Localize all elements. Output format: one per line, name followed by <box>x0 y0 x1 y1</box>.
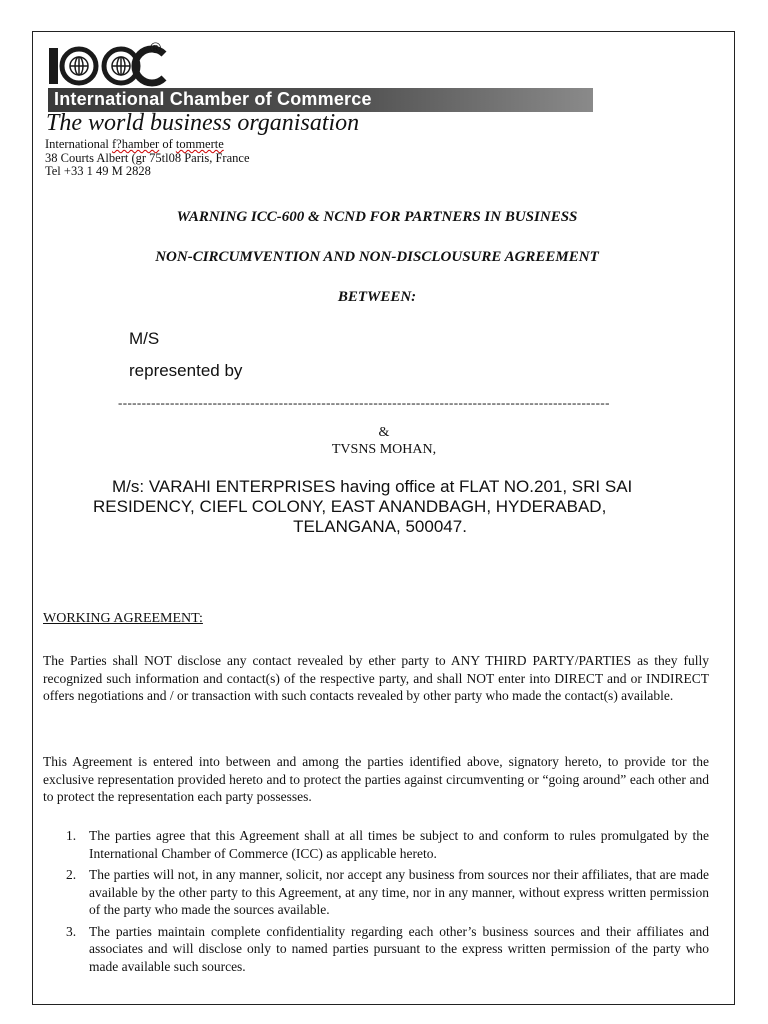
list-item <box>62 866 709 919</box>
registered-mark: ® <box>150 40 162 57</box>
party2-address-line-2: RESIDENCY, CIEFL COLONY, EAST ANANDBAGH, HYDERABAD, <box>93 497 607 516</box>
list-number: 2. <box>66 867 77 882</box>
list-text: The parties maintain complete confidentiality regarding each other’s business sources and their affiliates and associates and will disclose only to named parties pursuant to the express written permission of the party who made available such sources. <box>89 923 709 974</box>
address-mid: of <box>159 137 176 151</box>
icc-banner <box>48 88 593 112</box>
working-agreement-title: WORKING AGREEMENT: <box>43 611 203 626</box>
heading-between: BETWEEN: <box>337 289 417 305</box>
party2-name: TVSNS MOHAN, <box>331 442 437 457</box>
heading-warning: WARNING ICC-600 & NCND FOR PARTNERS IN BUSINESS <box>176 209 578 225</box>
list-number: 3. <box>66 923 77 939</box>
party1-ms: M/S <box>129 329 160 348</box>
party2-address-line-3: TELANGANA, 500047. <box>293 517 467 536</box>
address-line-2: 38 Courts Albert (gr 75tl08 Paris, France <box>45 151 250 165</box>
banner-text: International Chamber of Commerce <box>54 89 372 109</box>
terms-list <box>62 827 709 979</box>
paragraph-2: This Agreement is entered into between and among the parties identified above, signatory hereto, to provide tor the exclusive representation provided hereto and to protect the parties against circumventing or “going around” each other and to protect the representation each party possesses. <box>43 754 709 804</box>
party1-represented-by: represented by <box>129 361 243 380</box>
list-item <box>62 923 709 976</box>
misspelled-word: f?hamber <box>112 137 160 151</box>
address-line-3: Tel +33 1 49 M 2828 <box>45 164 151 178</box>
list-text: The parties agree that this Agreement shall at all times be subject to and conform to rules promulgated by the International Chamber of Commerce (ICC) as applicable hereto. <box>89 828 709 861</box>
list-item <box>62 827 709 862</box>
heading-agreement: NON-CIRCUMVENTION AND NON-DISCLOUSURE AGREEMENT <box>155 249 599 265</box>
separator-line: -------------------------------------------------------------------------------------------------------- <box>118 395 610 410</box>
list-number: 1. <box>66 828 77 843</box>
misspelled-word: tommerte <box>175 137 224 151</box>
party2-address-line-1: M/s: VARAHI ENTERPRISES having office at FLAT NO.201, SRI SAI <box>112 477 633 496</box>
list-text: The parties will not, in any manner, solicit, nor accept any business from sources nor their affiliates, that are made available by the other party to this Agreement, at any time, nor in any manner, without express written permission of the party who made the sources available. <box>89 867 709 917</box>
address-line-1 <box>45 137 224 151</box>
paragraph-1: The Parties shall NOT disclose any contact revealed by ether party to ANY THIRD PARTY/PARTIES as they fully recognized such information and contact(s) of the respective party, and shall NOT enter into DIRECT and or INDIRECT offers negotiations and / or transaction with such contacts revealed by other party who made the contact(s) available. <box>43 653 709 703</box>
address-prefix: International <box>45 137 112 151</box>
ampersand: & <box>378 425 390 440</box>
tagline: The world business organisation <box>46 110 360 136</box>
